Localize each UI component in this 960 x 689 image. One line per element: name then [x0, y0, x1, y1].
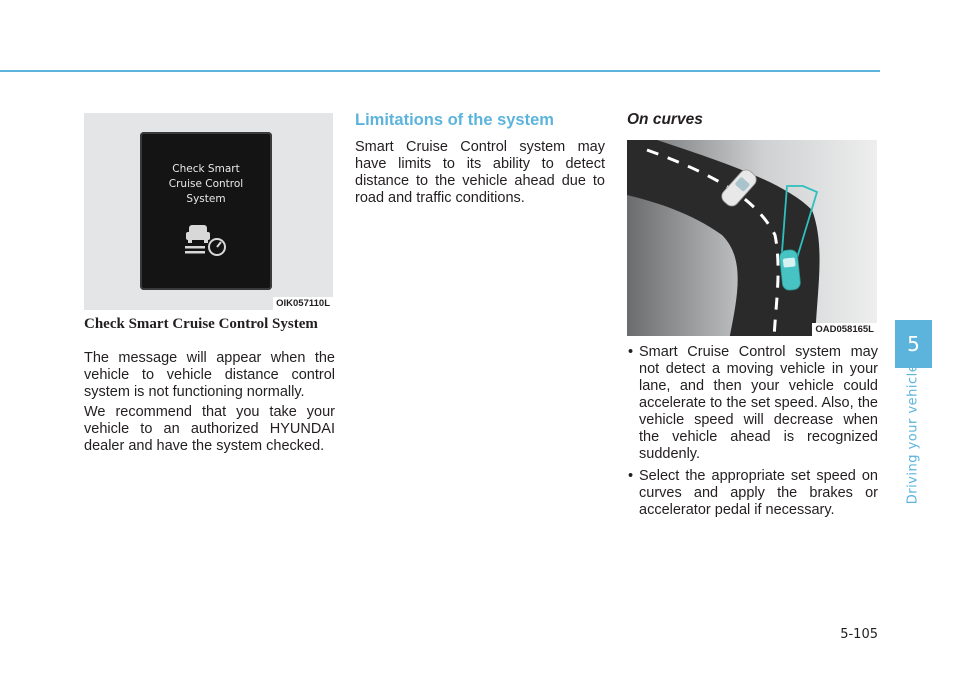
- list-item: • Select the appropriate set speed on curves and apply the brakes or accelerator pedal if necessary.: [627, 468, 878, 519]
- figure-code: OIK057110L: [273, 297, 333, 310]
- body-paragraph: The message will appear when the vehicle to vehicle distance control system is not functioning normally.: [84, 350, 335, 400]
- chapter-tab: 5: [895, 320, 932, 368]
- body-paragraph: We recommend that you take your vehicle to an authorized HYUNDAI dealer and have the system checked.: [84, 404, 335, 454]
- list-item: • Smart Cruise Control system may not detect a moving vehicle in your lane, and then your vehicle could accelerate to the set speed. Also, the vehicle speed will decrease when the vehicle ahead is recognized suddenly.: [627, 344, 878, 463]
- header-rule: [0, 70, 880, 72]
- cluster-display: [140, 132, 272, 290]
- figure-code: OAD058165L: [812, 323, 877, 336]
- curve-road-figure: [627, 140, 877, 336]
- page-number: 5-105: [840, 627, 878, 642]
- cluster-message: Check Smart Cruise Control System: [168, 163, 244, 205]
- curve-road-illustration: [627, 140, 877, 336]
- section-heading: Check Smart Cruise Control System: [84, 316, 318, 332]
- section-title: Limitations of the system: [355, 111, 554, 129]
- body-paragraph: Smart Cruise Control system may have limits to its ability to detect distance to the vehicle ahead due to road and traffic conditions.: [355, 139, 605, 206]
- subsection-title: On curves: [627, 111, 703, 128]
- bullet-list: [627, 344, 878, 524]
- chapter-title: Driving your vehicle: [905, 363, 921, 505]
- smart-cruise-warning-icon: [184, 222, 228, 258]
- cluster-figure: [84, 113, 333, 310]
